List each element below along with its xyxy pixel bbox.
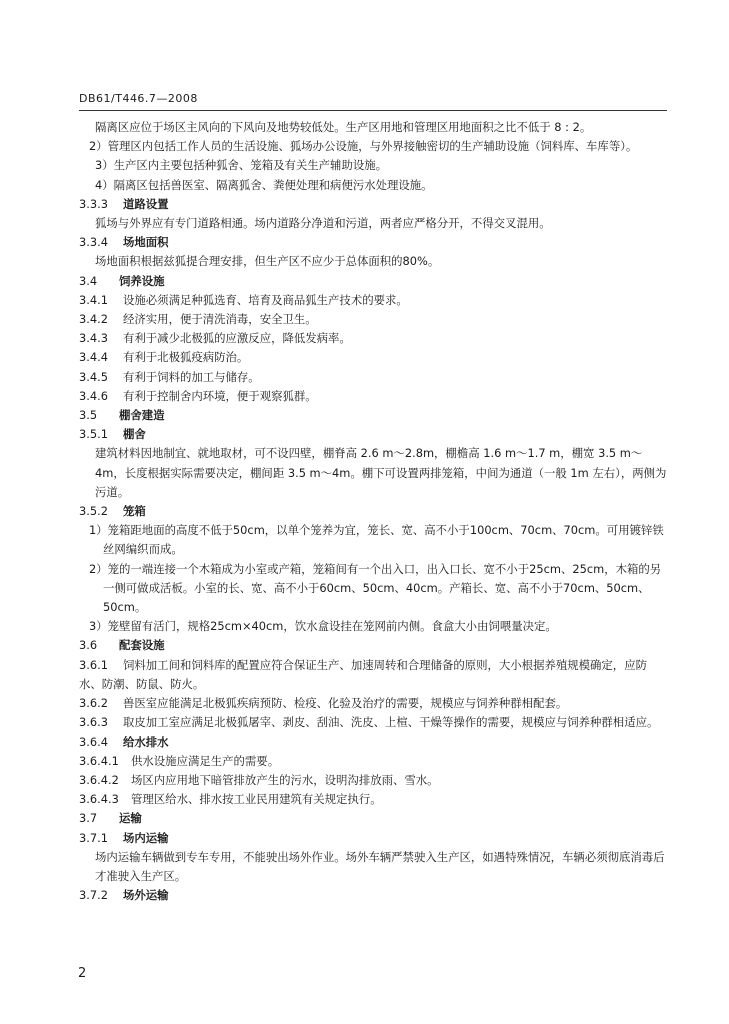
clause-item xyxy=(79,713,669,732)
section-title: 场地面积 xyxy=(123,235,169,250)
list-item: 2）笼的一端连接一个木箱成为小室或产箱，笼箱间有一个出入口，出入口长、宽不小于25cm、25cm，木箱的另一侧可做成活板。小室的长、宽、高不小于60cm、50cm、40cm。产箱长、宽、高不小于70cm、50cm、50cm。 xyxy=(89,561,662,615)
clause-text: 有利于减少北极狐的应激反应，降低发病率。 xyxy=(123,331,351,346)
section-number: 3.3.3 xyxy=(79,196,108,211)
clause-number: 3.6.4.1 xyxy=(79,753,119,768)
section-number: 3.3.4 xyxy=(79,235,108,250)
section-number: 3.4 xyxy=(79,273,98,288)
section-heading xyxy=(79,809,669,828)
clause-number: 3.6.3 xyxy=(79,715,108,730)
list-item: 2）管理区内包括工作人员的生活设施、狐场办公设施，与外界接触密切的生产辅助设施（饲料库、车库等）。 xyxy=(89,139,638,154)
clause-text: 供水设施应满足生产的需要。 xyxy=(131,753,280,768)
paragraph: 狐场与外界应有专门道路相通。场内道路分净道和污道，两者应严格分开，不得交叉混用。 xyxy=(95,216,551,231)
section-number: 3.5.1 xyxy=(79,427,108,442)
section-heading xyxy=(79,195,669,214)
section-title: 棚舍 xyxy=(123,427,146,442)
clause-item xyxy=(79,348,669,367)
clause-item xyxy=(79,310,669,329)
section-title: 笼箱 xyxy=(123,504,146,519)
clause-text: 有利于北极狐疫病防治。 xyxy=(123,350,249,365)
document-body xyxy=(79,118,669,905)
paragraph: 建筑材料因地制宜、就地取材，可不设四壁，棚脊高 2.6 m～2.8m，棚檐高 1.6 m～1.7 m，棚宽 3.5 m～4m，长度根据实际需要决定，棚间距 3.5 m～4m。棚下可设置两排笼箱，中间为通道（一般 1m 左右），两侧为污道。 xyxy=(95,446,667,499)
section-title: 场外运输 xyxy=(123,888,169,903)
section-title: 配套设施 xyxy=(119,638,165,653)
clause-text: 饲料加工间和饲料库的配置应符合保证生产、加速周转和合理储备的原则，大小根据养殖规模确定，应防水、防潮、防鼠、防火。 xyxy=(79,657,647,691)
clause-text: 经济实用，便于清洗消毒，安全卫生。 xyxy=(123,312,317,327)
section-title: 场内运输 xyxy=(123,830,169,845)
list-item: 3）笼壁留有活门，规格25cm×40cm，饮水盒设挂在笼网前内侧。食盒大小由饲喂量决定。 xyxy=(89,619,557,634)
section-heading xyxy=(79,502,669,521)
section-title: 饲养设施 xyxy=(119,273,165,288)
section-heading xyxy=(79,733,669,752)
section-number: 3.7.1 xyxy=(79,830,108,845)
clause-text: 取皮加工室应满足北极狐屠宰、剥皮、刮油、洗皮、上楦、干燥等操作的需要，规模应与饲养种群相适应。 xyxy=(123,715,659,730)
clause-text: 有利于饲料的加工与储存。 xyxy=(123,369,260,384)
section-heading xyxy=(79,272,669,291)
section-number: 3.6 xyxy=(79,638,98,653)
section-number: 3.6.4 xyxy=(79,734,108,749)
clause-item xyxy=(79,694,669,713)
section-number: 3.5 xyxy=(79,408,98,423)
clause-item xyxy=(79,752,669,771)
clause-number: 3.4.3 xyxy=(79,331,108,346)
page-number: 2 xyxy=(78,966,87,981)
section-title: 运输 xyxy=(119,811,142,826)
section-heading xyxy=(79,636,669,655)
header-divider xyxy=(79,110,667,111)
clause-number: 3.6.4.3 xyxy=(79,792,119,807)
paragraph: 场内运输车辆做到专车专用，不能驶出场外作业。场外车辆严禁驶入生产区，如遇特殊情况，车辆必须彻底消毒后才准驶入生产区。 xyxy=(95,849,665,883)
clause-number: 3.4.2 xyxy=(79,312,108,327)
clause-item xyxy=(79,656,669,694)
clause-text: 场区内应用地下暗管排放产生的污水，设明沟排放雨、雪水。 xyxy=(131,772,439,787)
clause-item xyxy=(79,368,669,387)
clause-text: 兽医室应能满足北极狐疾病预防、检疫、化验及治疗的需要，规模应与饲养种群相配套。 xyxy=(123,696,568,711)
clause-number: 3.6.1 xyxy=(79,657,108,672)
section-number: 3.7 xyxy=(79,811,98,826)
section-number: 3.7.2 xyxy=(79,888,108,903)
paragraph: 场地面积根据兹狐提合理安排，但生产区不应少于总体面积的80%。 xyxy=(95,254,440,269)
clause-number: 3.4.6 xyxy=(79,388,108,403)
section-number: 3.5.2 xyxy=(79,504,108,519)
clause-item xyxy=(79,387,669,406)
clause-number: 3.6.4.2 xyxy=(79,772,119,787)
clause-number: 3.4.1 xyxy=(79,292,108,307)
clause-number: 3.4.5 xyxy=(79,369,108,384)
clause-number: 3.4.4 xyxy=(79,350,108,365)
document-code: DB61/T446.7—2008 xyxy=(79,92,198,105)
clause-number: 3.6.2 xyxy=(79,696,108,711)
section-title: 道路设置 xyxy=(123,196,169,211)
list-item: 1）笼箱距地面的高度不低于50cm，以单个笼养为宜，笼长、宽、高不小于100cm、70cm、70cm。可用镀锌铁丝网编织而成。 xyxy=(89,523,664,557)
clause-item xyxy=(79,291,669,310)
list-item: 4）隔离区包括兽医室、隔离狐舍、粪便处理和病便污水处理设施。 xyxy=(95,177,433,192)
clause-text: 设施必须满足种狐选育、培育及商品狐生产技术的要求。 xyxy=(123,292,408,307)
clause-text: 管理区给水、排水按工业民用建筑有关规定执行。 xyxy=(131,792,382,807)
section-heading xyxy=(79,425,669,444)
clause-item xyxy=(79,329,669,348)
clause-text: 有利于控制舍内环境，便于观察狐群。 xyxy=(123,388,317,403)
section-title: 棚舍建造 xyxy=(119,408,165,423)
section-heading xyxy=(79,886,669,905)
paragraph: 隔离区应位于场区主风向的下风向及地势较低处。生产区用地和管理区用地面积之比不低于 8 : 2。 xyxy=(95,120,592,134)
section-title: 给水排水 xyxy=(123,734,169,749)
list-item: 3）生产区内主要包括种狐舍、笼箱及有关生产辅助设施。 xyxy=(95,158,388,173)
clause-item xyxy=(79,771,669,790)
clause-item xyxy=(79,790,669,809)
section-heading xyxy=(79,233,669,252)
section-heading xyxy=(79,829,669,848)
section-heading xyxy=(79,406,669,425)
